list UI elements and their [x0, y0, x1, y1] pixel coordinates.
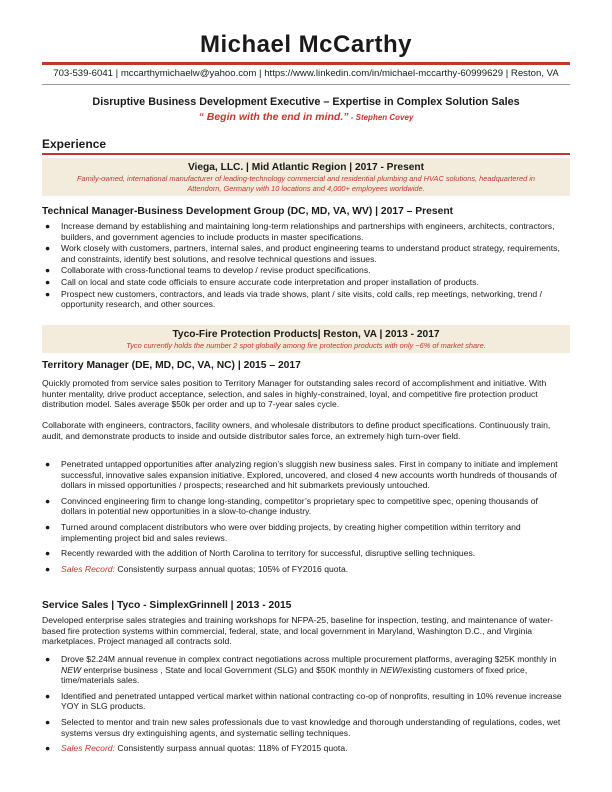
bullet-icon: ● [45, 265, 51, 276]
bullet-text: Collaborate with cross-functional teams to develop / revise product specifications. [61, 265, 371, 276]
bullet-text: Recently rewarded with the addition of North Carolina to territory for successful, disruptive selling techniques. [61, 548, 476, 559]
bullet-list-tyco [42, 459, 562, 579]
role-title: Territory Manager (DE, MD, DC, VA, NC) | 2015 – 2017 [42, 360, 301, 371]
sales-record-label: Sales Record: [61, 563, 115, 574]
list-item [42, 243, 562, 264]
sales-record-text: Consistently surpass annual quotas; 105% of FY2016 quota. [114, 563, 349, 574]
bullet-text: Selected to mentor and train new sales professionals due to vast knowledge and thorough understanding of regulations, codes, wet systems versus dry extinguishing agents, and systematic selling techniques. [61, 716, 561, 738]
list-item [42, 265, 562, 276]
emphasis-new: NEW [380, 664, 401, 675]
contact-line: 703-539-6041 | mccarthymichaelw@yahoo.com | https://www.linkedin.com/in/michael-mccarthy-60999629 | Reston, VA [53, 68, 559, 79]
list-item [42, 548, 562, 559]
list-item [42, 221, 562, 242]
quote [0, 111, 612, 123]
company-header-tyco [42, 325, 570, 353]
role-title: Service Sales | Tyco - SimplexGrinnell | 2013 - 2015 [42, 600, 292, 611]
role-summary: Collaborate with engineers, contractors, facility owners, and wholesale distributors to define product specifications. Continuously train, audit, and demonstrate products to inside and outside distributor sales force, an extremely high turn-over field. [42, 420, 551, 441]
bullet-icon: ● [45, 459, 51, 469]
section-title-experience: Experience [42, 137, 107, 151]
bullet-icon: ● [45, 221, 51, 231]
list-item [42, 522, 562, 543]
bullet-icon: ● [45, 521, 51, 532]
bullet-text: Turned around complacent distributors who were over bidding projects, by creating higher competition within territory and implementing project bid and sales reviews. [61, 521, 521, 543]
role-summary: Developed enterprise sales strategies and training workshops for NFPA-25, baseline for inspection, testing, and maintenance of water-based fire protection systems within commercial, federal, state, and local government in Maryland, Washington D.C., and Virginia marketplaces. Project managed all contracts sold. [42, 615, 553, 647]
bullet-text: Increase demand by establishing and maintaining long-term relationships and partnerships with engineers, architects, contractors, builders, and government agencies to include products in master specifications. [61, 221, 555, 242]
sales-record-text: Consistently surpass annual quotas: 118% of FY2015 quota. [114, 743, 348, 754]
bullet-icon: ● [45, 743, 51, 754]
company-description: Tyco currently holds the number 2 spot globally among fire protection products with only ~6% of market share. [126, 341, 486, 350]
bullet-icon: ● [45, 243, 51, 254]
role-summary: Quickly promoted from service sales position to Territory Manager for outstanding sales record of accomplishment and initiative. With hunter mentality, drive product acceptance, selection, and sales in highly-constrained, loyal, and competitive fire protection product distribution model. Sales average $50k per order and up to 7-year sales cycle. [42, 378, 547, 410]
company-header-viega [42, 158, 570, 196]
bullet-icon: ● [45, 495, 51, 506]
list-item [42, 277, 562, 288]
role-title: Technical Manager-Business Development Group (DC, MD, VA, WV) | 2017 – Present [42, 206, 454, 217]
bullet-text: /existing customers of fixed price, time/materials sales. [61, 664, 528, 686]
quote-author: - Stephen Covey [348, 113, 414, 122]
bullet-icon: ● [45, 690, 51, 701]
bullet-text: Work closely with customers, partners, internal sales, and product engineering teams to understand product strategy, requirements, and constraints, identify best solutions, and resolve technical questions and issues. [61, 243, 560, 264]
contact-divider [42, 84, 570, 85]
bullet-text: Identified and penetrated untapped vertical market within national contracting co-op of nonprofits, resulting in 10% revenue increase YOY in SLG products. [61, 690, 562, 712]
list-item [42, 743, 562, 754]
bullet-icon: ● [45, 548, 51, 559]
list-item [42, 459, 562, 491]
sales-record-label: Sales Record: [61, 743, 115, 754]
section-rule [42, 153, 570, 155]
bullet-text: Convinced engineering firm to change long-standing, competitor’s proprietary spec to competitive spec, opening thousands of dollars in potential new opportunities in a slow-to-change industry. [61, 495, 538, 517]
bullet-list-viega [42, 221, 562, 311]
bullet-text: Penetrated untapped opportunities after analyzing region’s sluggish new business sales. First in company to initiate and implement successful, innovative sales expansion initiative. Explored, uncovered, and closed 4 new accounts worth hundreds of thousands of dollars in missed opportunities / prospects; researched and hit submarkets previously untouched. [61, 459, 558, 491]
emphasis-new: NEW [61, 664, 82, 675]
company-description: Family-owned, international manufacturer of leading-technology commercial and residential plumbing and HVAC solutions, headquartered in Attendorn, Germany with 10 locations and 4,000+ employees worldwide. [76, 174, 536, 193]
list-item [42, 289, 562, 310]
bullet-text: Drove $2.24M annual revenue in complex contract negotiations across multiple procurement platforms, averaging $25K monthly in [61, 654, 557, 664]
quote-text: “ Begin with the end in mind.” [198, 111, 349, 123]
header-rule [42, 62, 570, 65]
list-item [42, 691, 562, 712]
bullet-icon: ● [45, 276, 51, 287]
bullet-icon: ● [45, 288, 51, 299]
list-item [42, 496, 562, 517]
bullet-icon: ● [45, 716, 51, 727]
bullet-icon: ● [45, 563, 51, 574]
candidate-name: Michael McCarthy [199, 31, 413, 58]
bullet-text: Call on local and state code officials to ensure accurate code interpretation and proper installation of products. [61, 276, 479, 287]
bullet-list-service [42, 654, 562, 759]
headline: Disruptive Business Development Executive – Expertise in Complex Solution Sales [92, 96, 520, 108]
list-item [42, 654, 562, 686]
bullet-text: enterprise business , State and local Government (SLG) and $50K monthly in [81, 664, 381, 675]
company-name: Viega, LLC. | Mid Atlantic Region | 2017 - Present [187, 162, 425, 173]
list-item [42, 717, 562, 738]
list-item [42, 564, 562, 575]
bullet-icon: ● [45, 654, 51, 664]
company-name: Tyco-Fire Protection Products| Reston, VA | 2013 - 2017 [172, 329, 440, 340]
bullet-text: Prospect new customers, contractors, and leads via trade shows, plant / site visits, cold calls, rep meetings, networking, trend / opportunity research, and other sources. [61, 288, 542, 310]
